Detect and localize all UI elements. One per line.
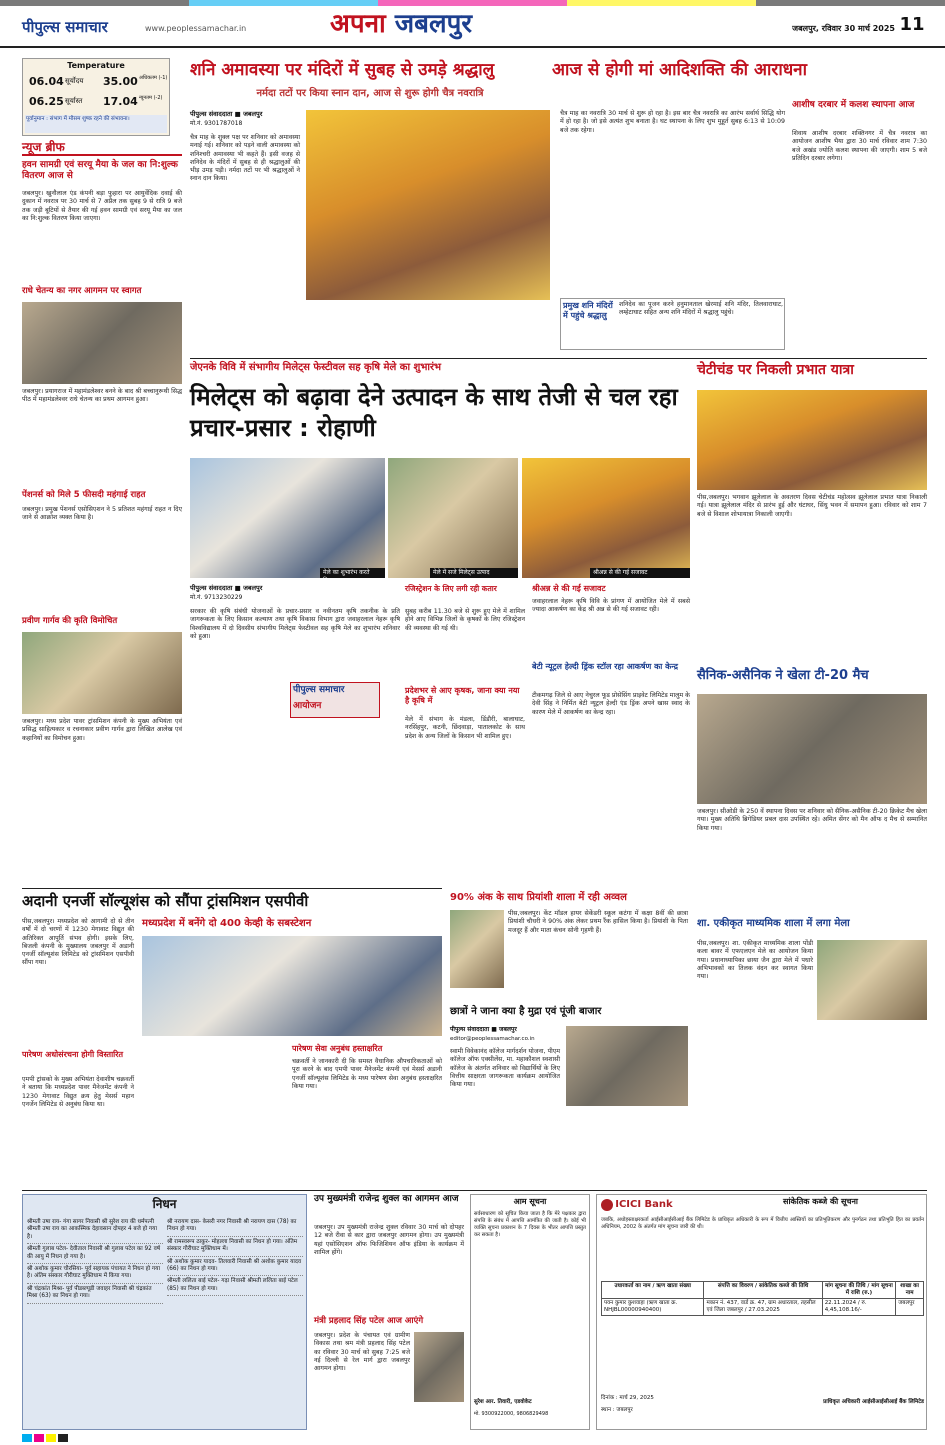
section-title-part1: अपना xyxy=(330,9,386,39)
mudra-email: editor@peoplessamachar.co.in xyxy=(450,1036,535,1042)
chetichand-headline: चेटीचंड पर निकली प्रभात यात्रा xyxy=(697,362,854,378)
millets-body: सरकार की कृषि संबंधी योजनाओं के प्रचार-प्रसार व नवीनतम कृषि तकनीक के प्रति जागरूकता के लिए किसान कल्याण तथा कृषि विकास विभाग द्वारा जवाहरलाल नेहरू कृषि विश्वविद्यालय में दो दिवसीय संभागीय मिलेट्स फेस्टीवल सह कृषि मेले का शुभारंभ शनिवार को हुआ। xyxy=(190,608,400,640)
adani-sub-title: पारेषण अधोसंरचना होगी विस्तारित xyxy=(22,1050,124,1059)
chetichand-photo xyxy=(697,390,927,490)
shani-box-body: शनिदेव का पूजन करने हनुमानताल खेरमाई शनि मंदिर, तिलवाराघाट, लम्हेटाघाट सहित अन्य शनि मंदिरों में श्रद्धालु पहुंचे। xyxy=(619,301,783,317)
nidhan-item: श्री रामस्वरूप ठाकुर- मोहल्ला निवासी का निधन हो गया। अंतिम संस्कार गौरीघाट मुक्तिधाम में। xyxy=(167,1237,303,1257)
millets-sub1-title: रजिस्ट्रेशन के लिए लगी रही कतार xyxy=(405,584,497,593)
adani-body: पीस,जबलपुर। मध्यप्रदेश को आगामी दो से तीन वर्षों में दो चरणों में 1230 मेगावाट विद्युत की अतिरिक्त आपूर्ति संभव होगी। इसके लिए, बिजली कंपनी के मुख्यालय जबलपुर में अडानी एनर्जी सॉल्यूशंस लिमिटेड को ट्रांसमिशन एसपीवी सौंपा गया। xyxy=(22,918,134,967)
icici-row-branch: जबलपुर xyxy=(896,1298,924,1315)
divider-3 xyxy=(22,1190,927,1191)
millets-sub4-body: टीकमगढ़ जिले से आए नेचुरल फूड प्रोसेसिंग प्राइवेट लिमिटेड मालुम के देवी सिंह ने निर्मित बेटी न्यूट्रल हेल्दी एंड ड्रिंक अपने खास स्वाद के कारण मेले में आकर्षण का केन्द्र रहा। xyxy=(532,692,690,716)
mudra-body: स्वामी विवेकानंद कॉलेज मार्गदर्शन योजना, पीएम कॉलेज ऑफ एक्सीलेंस, मा. महाकौशल स्वशासी कॉलेज के अंतर्गत शनिवार को विद्यार्थियों के लिए वित्तीय साक्षरता जागरूकता कार्यक्रम आयोजित किया गया। xyxy=(450,1048,560,1089)
nidhan-title: निधन xyxy=(152,1197,177,1211)
mudra-headline: छात्रों ने जाना क्या है मुद्रा एवं पूंजी बाजार xyxy=(450,1006,602,1017)
millets-headline: मिलेट्स को बढ़ावा देने उत्पादन के साथ तेजी से चल रहा प्रचार-प्रसार : रोहाणी xyxy=(190,383,678,443)
millets-caption-3: श्रीअन्न से की गई सजावट xyxy=(590,568,690,578)
icici-col1: उधारकर्ता का नाम / ऋण खाता संख्या xyxy=(602,1282,704,1299)
nidhan-item: श्री नरायण दास- केसरी नगर निवासी श्री नरायण दास (78) का निधन हो गया। xyxy=(167,1217,303,1237)
icici-col3: मांग सूचना की तिथि / मांग सूचना में राशि (रु.) xyxy=(822,1282,896,1299)
millets-sub4-title: बेटी न्यूट्रल हेल्दी ड्रिंक स्टॉल रहा आकर्षण का केन्द्र xyxy=(532,662,678,671)
sunrise-time: 06.04 xyxy=(29,75,64,88)
icici-bank-name: ICICI Bank xyxy=(615,1199,673,1210)
minister-2-story xyxy=(314,1316,464,1430)
public-notice-signatory: सुरेश आर. तिवारी, एडवोकेट xyxy=(474,1399,532,1405)
public-notice-title: आम सूचना xyxy=(513,1197,547,1206)
adani-sub2-title: पारेषण सेवा अनुबंध हस्ताक्षरित xyxy=(292,1044,383,1053)
weather-forecast: पूर्वानुमान : संभाग में मौसम शुष्क रहने की संभावना। xyxy=(25,115,167,133)
shani-box xyxy=(560,298,785,350)
news-brief-title: न्यूज ब्रीफ xyxy=(22,140,182,156)
mudra-photo xyxy=(566,1026,688,1106)
brief-1-headline: हवन सामग्री एवं सरयू मैया के जल का नि:शुल्क वितरण आज से xyxy=(22,160,178,182)
sunrise-label: सूर्योदय xyxy=(65,77,84,85)
top-story-left xyxy=(190,60,550,355)
adani-photo xyxy=(142,936,442,1036)
millets-caption-1: मेले का शुभारंभ करते विधायक xyxy=(320,568,385,578)
ashish-darbar-body: शिवाय आशीष दरबार शक्तिनगर में चैत्र नवरात्र का आयोजन आशीष भैया द्वारा 30 मार्च रविवार शाम 7:30 बजे अखंड ज्योति कलश स्थापना की जाएगी। शाम 5 बजे प्रतिदिन दरबार लगेगा। xyxy=(792,130,927,162)
icici-place: स्थान : जबलपुर xyxy=(601,1407,633,1413)
mela-body: पीस,जबलपुर। शा. एकीकृत माध्यमिक शाला पोंडी कला बावर में एफएलएन मेले का आयोजन किया गया। प्रधानाध्यापिका छाया जैन द्वारा मेले में पधारे अभिभावकों का तिलक वंदन कर स्वागत किया गया। xyxy=(697,940,813,981)
icici-row-demand: 22.11.2024 / रु. 4,45,108.16/- xyxy=(822,1298,896,1315)
top-story-right-body: चैत्र माह का नवरात्रि 30 मार्च से शुरू हो रहा है। इस बार चैत्र नवरात्रि का आरंभ सर्वार्थ सिद्धि योग में हो रहा है। जो इसे अत्यंत शुभ बनाता है। घट स्थापना के लिए शुभ मुहूर्त सुबह 6:13 से 10:09 बजे तक रहेगा। xyxy=(560,110,785,134)
minister-2-headline: मंत्री प्रहलाद सिंह पटेल आज आएंगे xyxy=(314,1316,424,1326)
mudra-byline: पीपुल्स संवाददाता ■ जबलपुर xyxy=(450,1026,517,1033)
mela-headline: शा. एकीकृत माध्यमिक शाला में लगा मेला xyxy=(697,918,850,929)
mela-photo xyxy=(817,940,927,1020)
section-title xyxy=(330,8,590,42)
ashish-darbar-headline: आशीष दरबार में कलश स्थापना आज xyxy=(792,100,915,110)
chetichand-body: पीस,जबलपुर। भगवान झूलेलाल के अवतरण दिवस चेटीचंड महोत्सव झूलेलाल प्रभात यात्रा निकाली गई। यात्रा झूलेलाल मंदिर से प्रारंभ हुई और घंटाघर, सिंधु भवन में समापन हुआ। रविवार को शाम 7 बजे से विशाल शोभायात्रा निकाली जाएगी। xyxy=(697,494,927,518)
top-story-left-byline: पीपुल्स संवाददाता ■ जबलपुर xyxy=(190,110,263,118)
nidhan-item: श्री अशोक कुमार चौरसिया- पूर्व सहायक पंचायत ने निधन हो गया है। अंतिम संस्कार गौरीघाट मुक्तिधाम में किया गया। xyxy=(27,1264,163,1284)
cricket-body: जबलपुर। सीओडी के 250 वें स्थापना दिवस पर शनिवार को सैनिक-असैनिक टी-20 क्रिकेट मैच खेला गया। मुख्य अतिथि ब्रिगेडियर प्रबल दास उपस्थित रहे। अमित सेंगर को मैन ऑफ द मैच से सम्मानित किया गया। xyxy=(697,808,927,832)
divider-1 xyxy=(190,358,927,359)
millets-sub2-body: मेले में संभाग के मंडला, डिंडौरी, बालाघाट, नरसिंहपुर, कटनी, छिंदवाड़ा, पातालकोट के साथ प्रदेश के अन्य जिलों के किसान भी शामिल हुए। xyxy=(405,716,525,740)
cricket-headline: सैनिक-असैनिक ने खेला टी-20 मैच xyxy=(697,668,869,683)
section-title-part2: जबलपुर xyxy=(394,9,473,39)
brief-2-body: जबलपुर। प्रयागराज में महामंडलेश्वर बनने के बाद श्री बच्चानुरूथी सिद्ध पीठ में महामंडलेश्वर राधे चेतन्य का प्रथम आगमन हुआ। xyxy=(22,388,182,404)
icici-intro: जबकि, अधोहस्ताक्षरकर्ता आईसीआईसीआई बैंक लिमिटेड के प्राधिकृत अधिकारी के रूप में वित्तीय आस्तियों का प्रतिभूतिकरण और पुनर्गठन तथा प्रतिभूति हित का प्रवर्तन अधिनियम, 2002 के अंतर्गत मांग सूचना जारी की थी। xyxy=(601,1217,924,1230)
millets-photo-2 xyxy=(388,458,518,578)
news-brief-column xyxy=(22,140,182,860)
millets-photo-1 xyxy=(190,458,385,578)
adani-headline: अदानी एनर्जी सॉल्यूशंस को सौंपा ट्रांसमिशन एसपीवी xyxy=(22,892,309,910)
color-registration-bar xyxy=(22,1434,222,1444)
max-temp: 35.00 xyxy=(103,75,138,88)
nidhan-item: श्रीमती गुलाब पटेल- देवीताल निवासी श्री गुलाब पटेल का 92 वर्ष की आयु में निधन हो गया है। xyxy=(27,1244,163,1264)
nidhan-item: श्री अशोक कुमार यादव- तिलवारी निवासी श्री अशोक कुमार यादव (66) का निधन हो गया। xyxy=(167,1257,303,1277)
brief-2-photo xyxy=(22,302,182,384)
minister-1-headline: उप मुख्यमंत्री राजेन्द्र शुक्ल का आगमन आज xyxy=(314,1194,459,1204)
millets-byline: पीपुल्स संवाददाता ■ जबलपुर xyxy=(190,584,263,592)
icici-notice xyxy=(596,1194,927,1430)
millets-sub3-title: श्रीअन्न से की गई सजावट xyxy=(532,584,606,593)
minister-2-photo xyxy=(414,1332,464,1402)
student-body: पीस,जबलपुर। केंट मॉडल हायर सेकेंडरी स्कूल कटंगा में कक्षा 8वीं की छात्रा प्रियांशी चौधरी ने 90% अंक लेकर प्रथम रैंक हासिल किया है। प्रियांशी के पिता मजदूर हैं और माता कंचन सोनी गृहणी हैं। xyxy=(508,910,688,934)
website: www.peoplessamachar.in xyxy=(145,24,247,33)
millets-sub2-title: प्रदेशभर से आए कृषक, जाना क्या नया है कृषि में xyxy=(405,686,520,705)
icici-logo xyxy=(601,1199,691,1215)
top-story-left-headline: शनि अमावस्या पर मंदिरों में सुबह से उमड़े श्रद्धालु xyxy=(190,60,495,80)
promo-label: आयोजन xyxy=(293,701,322,711)
nidhan-box xyxy=(22,1194,307,1430)
max-label: अधिकतम (-1) xyxy=(139,75,168,81)
millets-promo xyxy=(290,682,380,718)
millets-sub3-body: जवाहरलाल नेहरू कृषि विवि के प्रांगण में आयोजित मेले में सबसे ज्यादा आकर्षण का केंद्र श्री अन्न से की गई सजावट रही। xyxy=(532,598,690,614)
top-story-left-mobile: मो.नं. 9301787018 xyxy=(190,120,243,127)
minister-2-body: जबलपुर। प्रदेश के पंचायत एवं ग्रामीण विकास तथा श्रम मंत्री प्रहलाद सिंह पटेल का रविवार 30 मार्च को सुबह 7:25 बजे नई दिल्ली से रेल मार्ग द्वारा जबलपुर आगमन होगा। xyxy=(314,1332,410,1373)
millets-caption-2: मेले में सजे मिलेट्स उत्पाद xyxy=(430,568,518,578)
paper-name: पीपुल्स समाचार xyxy=(22,18,108,36)
brief-4-headline: प्रवीण गार्गव की कृति विमोचित xyxy=(22,616,118,626)
nidhan-item: श्रीमती ललिता बाई पटेल- गढ़ा निवासी श्रीमती ललिता बाई पटेल (85) का निधन हो गया। xyxy=(167,1276,303,1296)
adani-sub-body: एमपी ट्रांसको के मुख्य अभियंता देवाशीष चक्रवर्ती ने बताया कि मध्यप्रदेश पावर मैनेजमेंट कंपनी ने 1230 मेगावाट विद्युत क्रय हेतु मेसर्स महान एनर्जेन लिमिटेड से अनुबंध किया था। xyxy=(22,1076,134,1108)
icici-notice-title: सांकेतिक कब्जे की सूचना xyxy=(783,1197,858,1206)
minister-1-body: जबलपुर। उप मुख्यमंत्री राजेन्द्र शुक्ल रविवार 30 मार्च को दोपहर 12 बजे रीवा से कार द्वारा जबलपुर आगमन होगा। उप मुख्यमंत्री यहां एसोसिएशन ऑफ फिजिशियन ऑफ इंडिया के कार्यक्रम में शामिल होंगे। xyxy=(314,1224,464,1256)
top-story-left-subheadline: नर्मदा तटों पर किया स्नान दान, आज से शुरू होगी चैत्र नवरात्रि xyxy=(256,88,484,99)
icici-signature: प्राधिकृत अधिकारी आईसीआईसीआई बैंक लिमिटेड xyxy=(823,1399,924,1405)
shani-box-title: प्रमुख शनि मंदिरों में पहुंचे श्रद्धालु xyxy=(563,301,613,320)
top-story-left-body: चैत्र माह के शुक्ल पक्ष पर शनिवार को अमावस्या मनाई गई। शनिवार को पड़ने वाली अमावस्या को शनिश्चरी अमावस्या भी कहते हैं। इसी वजह से शनिदेव के मंदिरों में सुबह से ही श्रद्धालुओं की भीड़ उमड़ पड़ी। नर्मदा तटों पर भी श्रद्धालुओं ने स्नान दान किया। xyxy=(190,134,300,183)
brief-2-headline: राधे चेतन्य का नगर आगमन पर स्वागत xyxy=(22,286,142,296)
icici-col2: संपत्ति का विवरण / सांकेतिक कब्जे की तिथि xyxy=(704,1282,822,1299)
millets-story xyxy=(190,362,690,882)
min-temp: 17.04 xyxy=(103,95,138,108)
sunset-label: सूर्यास्त xyxy=(65,97,83,105)
public-notice-mobile: मो. 9300922000, 9806829498 xyxy=(474,1411,549,1417)
public-notice-body: सर्वसाधारण को सूचित किया जाता है कि मेरे पक्षकार द्वारा संपत्ति के संबंध में आपत्ति आमंत्रित की जाती है। कोई भी व्यक्ति सूचना प्रकाशन के 7 दिवस के भीतर आपत्ति प्रस्तुत कर सकता है। xyxy=(474,1211,586,1238)
chetichand-story xyxy=(697,362,927,662)
nidhan-col-right xyxy=(167,1217,303,1427)
millets-mobile: मो.नं. 9713230229 xyxy=(190,594,243,601)
masthead xyxy=(0,0,945,48)
weather-box xyxy=(22,58,170,136)
millets-kicker: जेएनके विवि में संभागीय मिलेट्स फेस्टीवल सह कृषि मेले का शुभारंभ xyxy=(190,362,442,373)
page-number: 11 xyxy=(899,14,925,35)
icici-logo-mark xyxy=(601,1199,613,1211)
icici-date: दिनांक : मार्च 29, 2025 xyxy=(601,1395,654,1401)
color-bar xyxy=(0,0,945,6)
public-notice xyxy=(470,1194,590,1430)
minister-1-story xyxy=(314,1194,464,1314)
icici-row-property: मकान नं. 437, वार्ड क्र. 47, ग्राम अधारताल, तहसील एवं जिला जबलपुर / 27.03.2025 xyxy=(704,1298,822,1315)
brief-3-headline: पेंशनर्स को मिले 5 फीसदी महंगाई राहत xyxy=(22,490,146,500)
adani-sub2-body: चक्रवर्ती ने जानकारी दी कि समस्त वैधानिक औपचारिकताओं को पूरा करने के बाद एमपी पावर मैनेजमेंट कंपनी एवं मेसर्स अडानी एनर्जी सॉल्यूशंस लिमिटेड के मध्य पारेषण सेवा अनुबंध हस्ताक्षरित किया गया। xyxy=(292,1058,442,1090)
student-photo xyxy=(450,910,504,988)
student-headline: 90% अंक के साथ प्रियांशी शाला में रही अव्वल xyxy=(450,892,627,903)
brief-1-body: जबलपुर। खुनौलाल एंड कंपनी बड़ा फुहारा पर आयुर्वेदिक दवाई की दुकान में नवरात्र पर 30 मार्च से 7 अप्रैल तक सुबह 9 से रात्रि 9 बजे तक जड़ी बूटियों से तैयार की गई हवन सामग्री एवं सरयू मैया का जल का नि:शुल्क वितरण किया जाएगा। xyxy=(22,190,182,222)
weather-title: Temperature xyxy=(67,61,125,70)
top-story-right xyxy=(552,60,808,355)
top-story-right-headline: आज से होगी मां आदिशक्ति की आराधना xyxy=(552,60,808,80)
brief-3-body: जबलपुर। प्रमुख पेंशनर्स एसोसिएशन ने 5 प्रतिशत महंगाई राहत न दिए जाने से आक्रोश व्यक्त किया है। xyxy=(22,506,182,522)
brief-4-body: जबलपुर। मध्य प्रदेश पावर ट्रांसमिशन कंपनी के मुख्य अभियंता एवं प्रसिद्ध साहित्यकार व रचनाकार प्रवीण गार्गव द्वारा लिखित आलेख एवं कहानियों का विमोचन हुआ। xyxy=(22,718,182,742)
promo-brand: पीपुल्स समाचार xyxy=(293,685,345,695)
icici-table xyxy=(601,1281,924,1361)
adani-subheadline: मध्यप्रदेश में बनेंगे दो 400 केव्ही के सबस्टेशन xyxy=(142,918,312,929)
icici-col4: शाखा का नाम xyxy=(896,1282,924,1299)
millets-sub1-body: सुबह करीब 11.30 बजे से शुरू हुए मेले में शामिल होने आए विभिन्न जिलों के कृषकों के लिए रजिस्ट्रेशन की व्यवस्था की गई थी। xyxy=(405,608,525,632)
sunset-time: 06.25 xyxy=(29,95,64,108)
student-story xyxy=(450,892,688,1002)
mela-story xyxy=(697,918,927,1186)
top-story-left-photo xyxy=(306,110,550,300)
nidhan-item: श्री चंद्रकांत मिश्रा- पूर्व पीडब्ल्यूडी जवाहर निवासी श्री चंद्रकांत मिश्रा (63) का निधन हो गया। xyxy=(27,1284,163,1304)
mudra-story xyxy=(450,1006,688,1186)
date-line: जबलपुर, रविवार 30 मार्च 2025 xyxy=(792,24,895,33)
cricket-photo xyxy=(697,694,927,804)
nidhan-col-left xyxy=(27,1217,163,1427)
icici-row-borrower: पवन कुमार कुशवाहा (ऋण खाता क्र. NHJBL00000940400) xyxy=(602,1298,704,1315)
adani-story xyxy=(22,892,442,1182)
min-label: न्यूनतम (-2) xyxy=(139,95,163,101)
brief-4-photo xyxy=(22,632,182,714)
divider-2 xyxy=(22,888,442,889)
millets-photo-3 xyxy=(522,458,690,578)
cricket-story xyxy=(697,668,927,913)
nidhan-item: श्रीमती उषा राय- गंगा सागर निवासी श्री सुरेश राय की धर्मपत्नी श्रीमती उषा राय का आकस्मिक देहावसान दोपहर 4 बजे हो गया है। xyxy=(27,1217,163,1244)
ashish-darbar xyxy=(792,100,927,355)
